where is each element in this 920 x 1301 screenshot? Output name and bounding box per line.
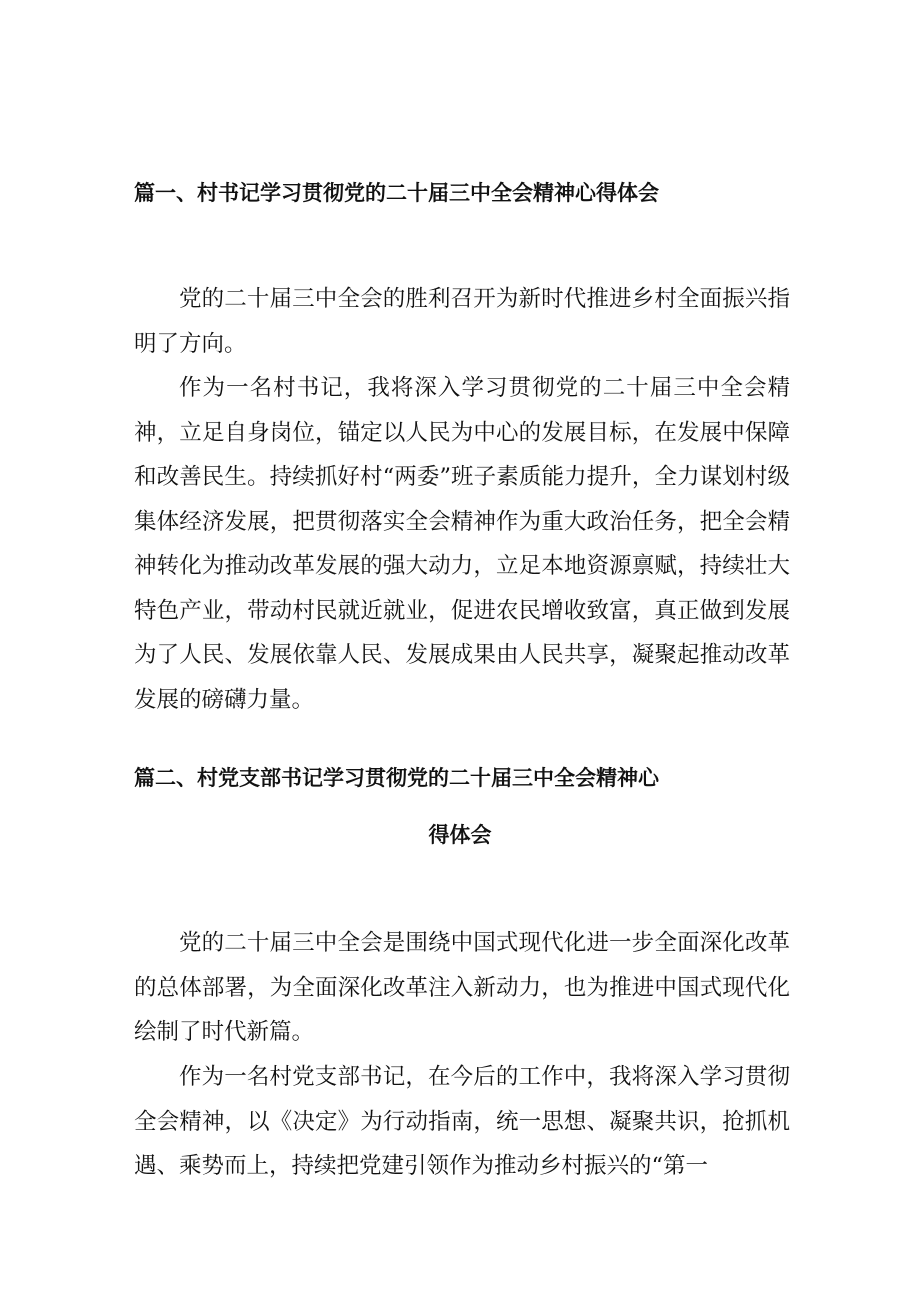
section-1-paragraph-1: 党的二十届三中全会的胜利召开为新时代推进乡村全面振兴指明了方向。 <box>134 286 790 357</box>
section-2-paragraph-2: 作为一名村党支部书记，在今后的工作中，我将深入学习贯彻全会精神，以《决定》为行动指南，统一思想、凝聚共识，抢抓机遇、乘势而上，持续把党建引领作为推动乡村振兴的“第一 <box>134 1064 790 1179</box>
section-2-title-line-1: 篇二、村党支部书记学习贯彻党的二十届三中全会精神心 <box>134 765 659 790</box>
section-2-title-line-2: 得体会 <box>428 822 492 847</box>
section-1-paragraph-2: 作为一名村书记，我将深入学习贯彻党的二十届三中全会精神，立足自身岗位，锚定以人民为中心的发展目标，在发展中保障和改善民生。持续抓好村“两委”班子素质能力提升，全力谋划村级集体经济发展，把贯彻落实全会精神作为重大政治任务，把全会精神转化为推动改革发展的强大动力，立足本地资源禀赋，持续壮大特色产业，带动村民就近就业，促进农民增收致富，真正做到发展为了人民、发展依靠人民、发展成果由人民共享，凝聚起推动改革发展的磅礴力量。 <box>134 375 790 713</box>
section-2-paragraph-1: 党的二十届三中全会是围绕中国式现代化进一步全面深化改革的总体部署，为全面深化改革注入新动力，也为推进中国式现代化绘制了时代新篇。 <box>134 930 790 1045</box>
section-1-title: 篇一、村书记学习贯彻党的二十届三中全会精神心得体会 <box>134 180 659 205</box>
